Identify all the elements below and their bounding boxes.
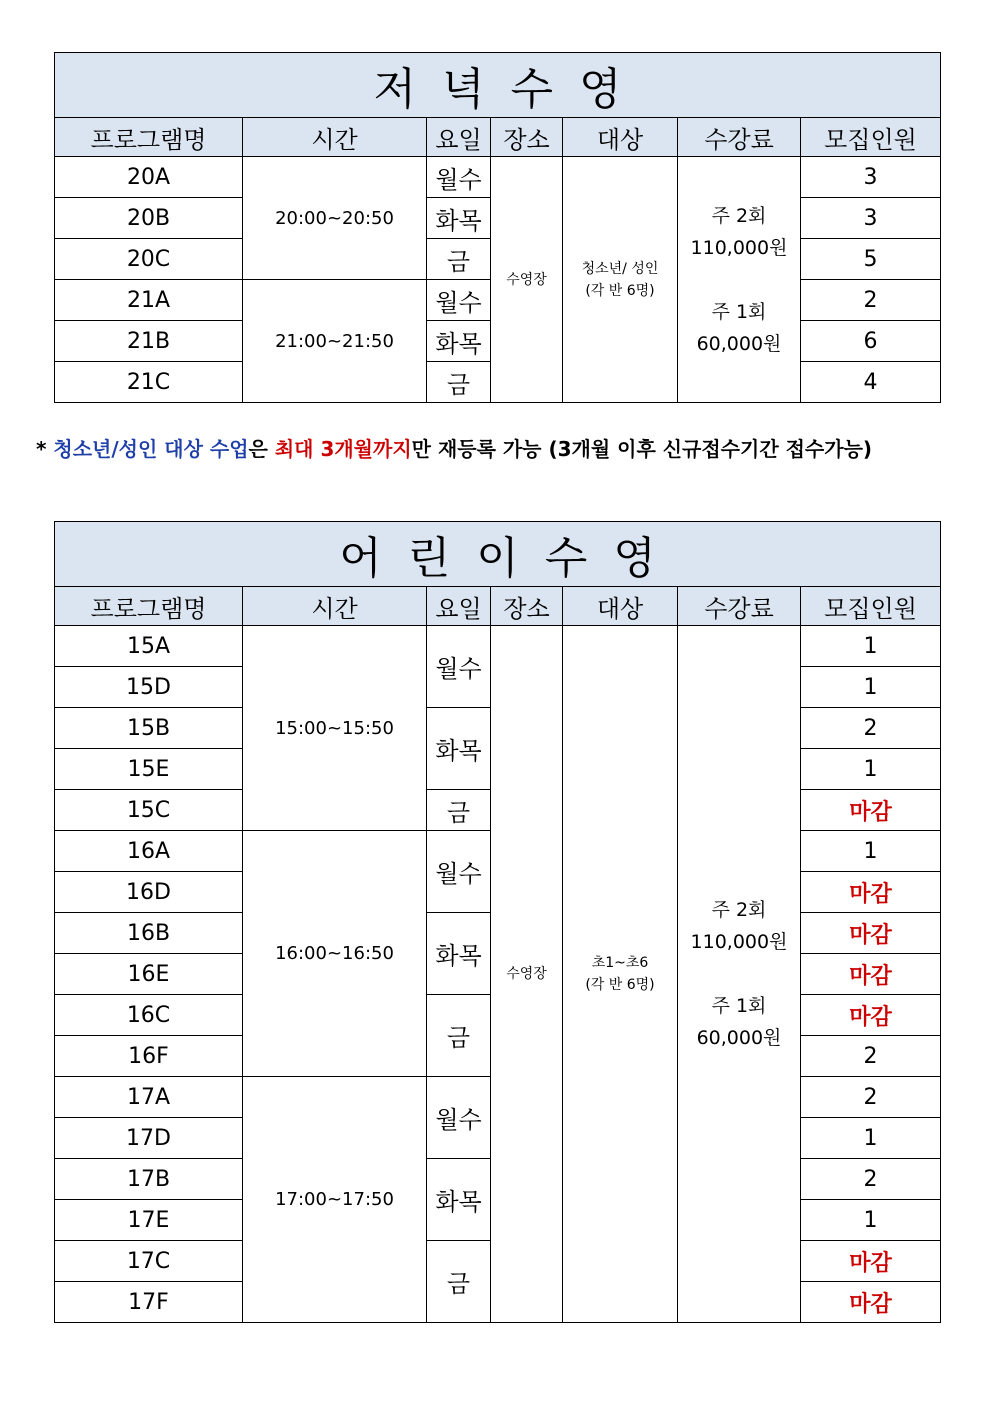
capacity-cell: 1 xyxy=(801,667,941,708)
capacity-cell: 마감 xyxy=(801,1241,941,1282)
evening-swim-table xyxy=(54,52,941,403)
capacity-cell: 마감 xyxy=(801,790,941,831)
program-code: 16C xyxy=(55,995,243,1036)
time-slot: 15:00~15:50 xyxy=(243,626,427,831)
header-day: 요일 xyxy=(427,587,491,626)
header-day: 요일 xyxy=(427,118,491,157)
capacity-cell: 5 xyxy=(801,239,941,280)
program-code: 17A xyxy=(55,1077,243,1118)
evening-table-title: 저녁수영 xyxy=(55,53,941,118)
header-fee: 수강료 xyxy=(678,587,801,626)
day-cell: 화목 xyxy=(427,1159,491,1241)
table-row xyxy=(55,626,941,667)
children-table-title: 어린이수영 xyxy=(55,522,941,587)
header-place: 장소 xyxy=(491,118,563,157)
program-code: 15C xyxy=(55,790,243,831)
note-limit: 최대 3개월까지 xyxy=(274,437,412,461)
capacity-cell: 4 xyxy=(801,362,941,403)
program-code: 17C xyxy=(55,1241,243,1282)
fee-line: 주 2회 xyxy=(711,899,767,921)
day-cell: 금 xyxy=(427,362,491,403)
header-target: 대상 xyxy=(563,118,678,157)
program-code: 20B xyxy=(55,198,243,239)
program-code: 15E xyxy=(55,749,243,790)
header-capacity: 모집인원 xyxy=(801,587,941,626)
place-cell: 수영장 xyxy=(491,157,563,403)
program-code: 17B xyxy=(55,1159,243,1200)
header-capacity: 모집인원 xyxy=(801,118,941,157)
program-code: 20A xyxy=(55,157,243,198)
note-target: 청소년/성인 대상 수업 xyxy=(53,437,249,461)
capacity-cell: 1 xyxy=(801,1118,941,1159)
fee-line: 110,000원 xyxy=(690,931,788,953)
header-time: 시간 xyxy=(243,118,427,157)
capacity-cell: 2 xyxy=(801,1077,941,1118)
capacity-cell: 1 xyxy=(801,626,941,667)
capacity-cell: 1 xyxy=(801,831,941,872)
program-code: 16B xyxy=(55,913,243,954)
program-code: 16D xyxy=(55,872,243,913)
day-cell: 월수 xyxy=(427,1077,491,1159)
capacity-cell: 마감 xyxy=(801,913,941,954)
children-swim-table xyxy=(54,521,941,1323)
capacity-cell: 2 xyxy=(801,280,941,321)
program-code: 17F xyxy=(55,1282,243,1323)
fee-line: 110,000원 xyxy=(690,236,788,259)
capacity-cell: 6 xyxy=(801,321,941,362)
time-slot: 16:00~16:50 xyxy=(243,831,427,1077)
program-code: 16E xyxy=(55,954,243,995)
program-code: 15B xyxy=(55,708,243,749)
fee-line: 주 2회 xyxy=(711,204,767,227)
capacity-cell: 3 xyxy=(801,157,941,198)
target-line: (각 반 6명) xyxy=(585,977,655,993)
program-code: 17D xyxy=(55,1118,243,1159)
capacity-cell: 마감 xyxy=(801,872,941,913)
header-time: 시간 xyxy=(243,587,427,626)
fee-line: 주 1회 xyxy=(711,995,767,1017)
day-cell: 화목 xyxy=(427,913,491,995)
program-code: 20C xyxy=(55,239,243,280)
fee-line: 주 1회 xyxy=(711,300,767,323)
target-line: 청소년/ 성인 xyxy=(581,260,659,277)
program-code: 15D xyxy=(55,667,243,708)
children-table-body xyxy=(55,626,941,1323)
time-slot: 20:00~20:50 xyxy=(243,157,427,280)
program-code: 15A xyxy=(55,626,243,667)
capacity-cell: 마감 xyxy=(801,995,941,1036)
program-code: 21B xyxy=(55,321,243,362)
header-program: 프로그램명 xyxy=(55,118,243,157)
fee-cell xyxy=(678,157,801,403)
capacity-cell: 2 xyxy=(801,708,941,749)
program-code: 16A xyxy=(55,831,243,872)
day-cell: 화목 xyxy=(427,198,491,239)
capacity-cell: 1 xyxy=(801,1200,941,1241)
day-cell: 화목 xyxy=(427,708,491,790)
reregistration-note: * 청소년/성인 대상 수업은 최대 3개월까지만 재등록 가능 (3개월 이후 신규접수기간 접수가능) xyxy=(36,437,873,461)
header-place: 장소 xyxy=(491,587,563,626)
header-fee: 수강료 xyxy=(678,118,801,157)
program-code: 21C xyxy=(55,362,243,403)
header-program: 프로그램명 xyxy=(55,587,243,626)
table-row xyxy=(55,157,941,198)
time-slot: 17:00~17:50 xyxy=(243,1077,427,1323)
fee-line: 60,000원 xyxy=(696,1027,782,1049)
target-cell xyxy=(563,157,678,403)
program-code: 16F xyxy=(55,1036,243,1077)
capacity-cell: 3 xyxy=(801,198,941,239)
day-cell: 금 xyxy=(427,790,491,831)
capacity-cell: 1 xyxy=(801,749,941,790)
target-line: (각 반 6명) xyxy=(585,282,655,299)
program-code: 21A xyxy=(55,280,243,321)
header-target: 대상 xyxy=(563,587,678,626)
time-slot: 21:00~21:50 xyxy=(243,280,427,403)
place-cell: 수영장 xyxy=(491,626,563,1323)
program-code: 17E xyxy=(55,1200,243,1241)
day-cell: 금 xyxy=(427,1241,491,1323)
day-cell: 월수 xyxy=(427,831,491,913)
day-cell: 화목 xyxy=(427,321,491,362)
day-cell: 월수 xyxy=(427,626,491,708)
target-line: 초1~초6 xyxy=(591,955,649,971)
day-cell: 금 xyxy=(427,239,491,280)
target-cell xyxy=(563,626,678,1323)
day-cell: 금 xyxy=(427,995,491,1077)
fee-line: 60,000원 xyxy=(696,332,782,355)
capacity-cell: 마감 xyxy=(801,1282,941,1323)
day-cell: 월수 xyxy=(427,157,491,198)
capacity-cell: 마감 xyxy=(801,954,941,995)
fee-cell xyxy=(678,626,801,1323)
day-cell: 월수 xyxy=(427,280,491,321)
capacity-cell: 2 xyxy=(801,1036,941,1077)
capacity-cell: 2 xyxy=(801,1159,941,1200)
